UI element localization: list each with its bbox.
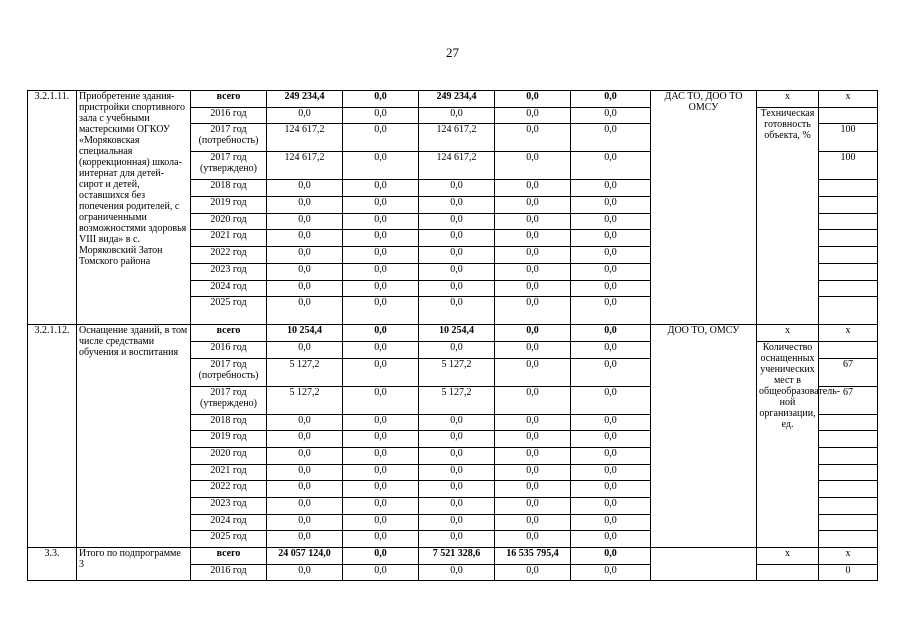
- indicator-value: 0: [819, 564, 878, 581]
- fed-cell: 0,0: [343, 341, 419, 358]
- other-cell: 0,0: [571, 564, 651, 581]
- other-cell: 0,0: [571, 464, 651, 481]
- indicator-value: [819, 514, 878, 531]
- reg-cell: 0,0: [419, 481, 495, 498]
- indicator-value: [819, 230, 878, 247]
- indicator-value: 67: [819, 358, 878, 386]
- fed-cell: 0,0: [343, 386, 419, 414]
- reg-cell: 0,0: [419, 263, 495, 280]
- period-cell: всего: [191, 91, 267, 108]
- total-cell: 0,0: [267, 564, 343, 581]
- period-cell: 2017 год (утверждено): [191, 386, 267, 414]
- total-cell: 0,0: [267, 481, 343, 498]
- period-cell: всего: [191, 325, 267, 342]
- loc-cell: 0,0: [495, 280, 571, 297]
- reg-cell: 0,0: [419, 564, 495, 581]
- fed-cell: 0,0: [343, 280, 419, 297]
- fed-cell: 0,0: [343, 197, 419, 214]
- executor-cell: ДАС ТО, ДОО ТО ОМСУ: [651, 91, 757, 325]
- loc-cell: 16 535 795,4: [495, 548, 571, 565]
- other-cell: 0,0: [571, 431, 651, 448]
- period-cell: 2016 год: [191, 564, 267, 581]
- total-cell: 0,0: [267, 498, 343, 515]
- indicator-value: х: [819, 91, 878, 108]
- fed-cell: 0,0: [343, 514, 419, 531]
- indicator-value: [819, 280, 878, 297]
- total-cell: 0,0: [267, 464, 343, 481]
- total-cell: 10 254,4: [267, 325, 343, 342]
- period-cell: 2018 год: [191, 180, 267, 197]
- reg-cell: 124 617,2: [419, 124, 495, 152]
- loc-cell: 0,0: [495, 197, 571, 214]
- other-cell: 0,0: [571, 107, 651, 124]
- loc-cell: 0,0: [495, 230, 571, 247]
- period-cell: 2017 год (утверждено): [191, 152, 267, 180]
- fed-cell: 0,0: [343, 124, 419, 152]
- fed-cell: 0,0: [343, 325, 419, 342]
- loc-cell: 0,0: [495, 247, 571, 264]
- loc-cell: 0,0: [495, 213, 571, 230]
- period-cell: 2025 год: [191, 297, 267, 325]
- period-cell: 2023 год: [191, 498, 267, 515]
- indicator-value: [819, 107, 878, 124]
- reg-cell: 249 234,4: [419, 91, 495, 108]
- reg-cell: 0,0: [419, 197, 495, 214]
- indicator-value: [819, 180, 878, 197]
- reg-cell: 0,0: [419, 414, 495, 431]
- period-cell: 2017 год (потребность): [191, 124, 267, 152]
- other-cell: 0,0: [571, 91, 651, 108]
- fed-cell: 0,0: [343, 91, 419, 108]
- executor-cell: ДОО ТО, ОМСУ: [651, 325, 757, 548]
- indicator-value: 100: [819, 152, 878, 180]
- section-code: 3.2.1.11.: [28, 91, 77, 325]
- indicator-name: Количество оснащенных ученических мест в общеобразователь-ной организации, ед.: [757, 341, 819, 547]
- indicator-name: [757, 564, 819, 581]
- period-cell: 2022 год: [191, 481, 267, 498]
- period-cell: 2025 год: [191, 531, 267, 548]
- loc-cell: 0,0: [495, 263, 571, 280]
- fed-cell: 0,0: [343, 247, 419, 264]
- other-cell: 0,0: [571, 447, 651, 464]
- other-cell: 0,0: [571, 297, 651, 325]
- fed-cell: 0,0: [343, 481, 419, 498]
- section-name: Оснащение зданий, в том числе средствами обучения и воспитания: [77, 325, 191, 548]
- loc-cell: 0,0: [495, 297, 571, 325]
- table-row: [28, 548, 878, 565]
- indicator-value: [819, 341, 878, 358]
- total-cell: 0,0: [267, 280, 343, 297]
- period-cell: 2016 год: [191, 107, 267, 124]
- indicator-value: [819, 247, 878, 264]
- total-cell: 0,0: [267, 514, 343, 531]
- reg-cell: 10 254,4: [419, 325, 495, 342]
- total-cell: 249 234,4: [267, 91, 343, 108]
- period-cell: 2023 год: [191, 263, 267, 280]
- loc-cell: 0,0: [495, 91, 571, 108]
- total-cell: 0,0: [267, 447, 343, 464]
- fed-cell: 0,0: [343, 564, 419, 581]
- total-cell: 0,0: [267, 531, 343, 548]
- fed-cell: 0,0: [343, 358, 419, 386]
- reg-cell: 5 127,2: [419, 386, 495, 414]
- fed-cell: 0,0: [343, 263, 419, 280]
- reg-cell: 5 127,2: [419, 358, 495, 386]
- other-cell: 0,0: [571, 481, 651, 498]
- indicator-value: х: [819, 325, 878, 342]
- reg-cell: 0,0: [419, 213, 495, 230]
- total-cell: 0,0: [267, 197, 343, 214]
- total-cell: 124 617,2: [267, 124, 343, 152]
- total-cell: 0,0: [267, 213, 343, 230]
- period-cell: 2019 год: [191, 431, 267, 448]
- period-cell: 2017 год (потребность): [191, 358, 267, 386]
- indicator-value: [819, 414, 878, 431]
- indicator-header: х: [757, 325, 819, 342]
- total-cell: 0,0: [267, 414, 343, 431]
- reg-cell: 0,0: [419, 180, 495, 197]
- other-cell: 0,0: [571, 230, 651, 247]
- fed-cell: 0,0: [343, 152, 419, 180]
- other-cell: 0,0: [571, 514, 651, 531]
- other-cell: 0,0: [571, 325, 651, 342]
- other-cell: 0,0: [571, 531, 651, 548]
- indicator-value: [819, 197, 878, 214]
- other-cell: 0,0: [571, 263, 651, 280]
- reg-cell: 0,0: [419, 464, 495, 481]
- indicator-header: х: [757, 548, 819, 565]
- other-cell: 0,0: [571, 341, 651, 358]
- loc-cell: 0,0: [495, 386, 571, 414]
- fed-cell: 0,0: [343, 531, 419, 548]
- reg-cell: 0,0: [419, 531, 495, 548]
- total-cell: 0,0: [267, 263, 343, 280]
- period-cell: 2020 год: [191, 447, 267, 464]
- period-cell: 2018 год: [191, 414, 267, 431]
- total-cell: 0,0: [267, 297, 343, 325]
- other-cell: 0,0: [571, 386, 651, 414]
- total-cell: 124 617,2: [267, 152, 343, 180]
- fed-cell: 0,0: [343, 548, 419, 565]
- reg-cell: 0,0: [419, 514, 495, 531]
- indicator-value: [819, 498, 878, 515]
- other-cell: 0,0: [571, 180, 651, 197]
- loc-cell: 0,0: [495, 358, 571, 386]
- total-cell: 0,0: [267, 431, 343, 448]
- indicator-value: [819, 297, 878, 325]
- reg-cell: 0,0: [419, 297, 495, 325]
- table-row: [28, 91, 878, 108]
- loc-cell: 0,0: [495, 180, 571, 197]
- period-cell: всего: [191, 548, 267, 565]
- fed-cell: 0,0: [343, 447, 419, 464]
- loc-cell: 0,0: [495, 531, 571, 548]
- fed-cell: 0,0: [343, 297, 419, 325]
- table-row: [28, 325, 878, 342]
- total-cell: 0,0: [267, 341, 343, 358]
- other-cell: 0,0: [571, 152, 651, 180]
- loc-cell: 0,0: [495, 498, 571, 515]
- other-cell: 0,0: [571, 213, 651, 230]
- other-cell: 0,0: [571, 247, 651, 264]
- executor-cell: [651, 548, 757, 581]
- loc-cell: 0,0: [495, 431, 571, 448]
- total-cell: 0,0: [267, 230, 343, 247]
- loc-cell: 0,0: [495, 414, 571, 431]
- loc-cell: 0,0: [495, 464, 571, 481]
- loc-cell: 0,0: [495, 564, 571, 581]
- period-cell: 2024 год: [191, 514, 267, 531]
- fed-cell: 0,0: [343, 464, 419, 481]
- total-cell: 0,0: [267, 247, 343, 264]
- total-cell: 24 057 124,0: [267, 548, 343, 565]
- total-cell: 5 127,2: [267, 386, 343, 414]
- loc-cell: 0,0: [495, 514, 571, 531]
- table-body: [28, 91, 878, 581]
- indicator-value: [819, 213, 878, 230]
- reg-cell: 0,0: [419, 431, 495, 448]
- indicator-value: [819, 464, 878, 481]
- other-cell: 0,0: [571, 280, 651, 297]
- loc-cell: 0,0: [495, 447, 571, 464]
- reg-cell: 124 617,2: [419, 152, 495, 180]
- fed-cell: 0,0: [343, 107, 419, 124]
- reg-cell: 0,0: [419, 107, 495, 124]
- indicator-name: Техническая готовность объекта, %: [757, 107, 819, 325]
- fed-cell: 0,0: [343, 414, 419, 431]
- fed-cell: 0,0: [343, 431, 419, 448]
- indicator-header: х: [757, 91, 819, 108]
- section-name: Приобретение здания-пристройки спортивного зала с учебными мастерскими ОГКОУ «Моряковская специальная (коррекционная) школа-интернат для детей-сирот и детей, оставшихся без попечения родителей, с ограниченными возможностями здоровья VIII вида» в с. Моряковский Затон Томского района: [77, 91, 191, 325]
- period-cell: 2019 год: [191, 197, 267, 214]
- indicator-value: х: [819, 548, 878, 565]
- period-cell: 2024 год: [191, 280, 267, 297]
- program-table: [27, 90, 878, 581]
- loc-cell: 0,0: [495, 124, 571, 152]
- loc-cell: 0,0: [495, 325, 571, 342]
- other-cell: 0,0: [571, 414, 651, 431]
- reg-cell: 0,0: [419, 247, 495, 264]
- indicator-value: [819, 531, 878, 548]
- other-cell: 0,0: [571, 197, 651, 214]
- indicator-value: 67: [819, 386, 878, 414]
- page-number: 27: [446, 45, 459, 60]
- total-cell: 0,0: [267, 107, 343, 124]
- period-cell: 2021 год: [191, 230, 267, 247]
- indicator-value: [819, 481, 878, 498]
- loc-cell: 0,0: [495, 341, 571, 358]
- section-code: 3.3.: [28, 548, 77, 581]
- period-cell: 2022 год: [191, 247, 267, 264]
- reg-cell: 0,0: [419, 498, 495, 515]
- indicator-value: [819, 263, 878, 280]
- indicator-value: 100: [819, 124, 878, 152]
- period-cell: 2020 год: [191, 213, 267, 230]
- period-cell: 2016 год: [191, 341, 267, 358]
- other-cell: 0,0: [571, 548, 651, 565]
- other-cell: 0,0: [571, 358, 651, 386]
- total-cell: 5 127,2: [267, 358, 343, 386]
- reg-cell: 7 521 328,6: [419, 548, 495, 565]
- period-cell: 2021 год: [191, 464, 267, 481]
- other-cell: 0,0: [571, 124, 651, 152]
- loc-cell: 0,0: [495, 152, 571, 180]
- fed-cell: 0,0: [343, 498, 419, 515]
- reg-cell: 0,0: [419, 230, 495, 247]
- reg-cell: 0,0: [419, 280, 495, 297]
- indicator-value: [819, 447, 878, 464]
- indicator-value: [819, 431, 878, 448]
- section-code: 3.2.1.12.: [28, 325, 77, 548]
- fed-cell: 0,0: [343, 180, 419, 197]
- fed-cell: 0,0: [343, 230, 419, 247]
- loc-cell: 0,0: [495, 481, 571, 498]
- reg-cell: 0,0: [419, 341, 495, 358]
- total-cell: 0,0: [267, 180, 343, 197]
- fed-cell: 0,0: [343, 213, 419, 230]
- other-cell: 0,0: [571, 498, 651, 515]
- loc-cell: 0,0: [495, 107, 571, 124]
- section-name: Итого по подпрограмме 3: [77, 548, 191, 581]
- reg-cell: 0,0: [419, 447, 495, 464]
